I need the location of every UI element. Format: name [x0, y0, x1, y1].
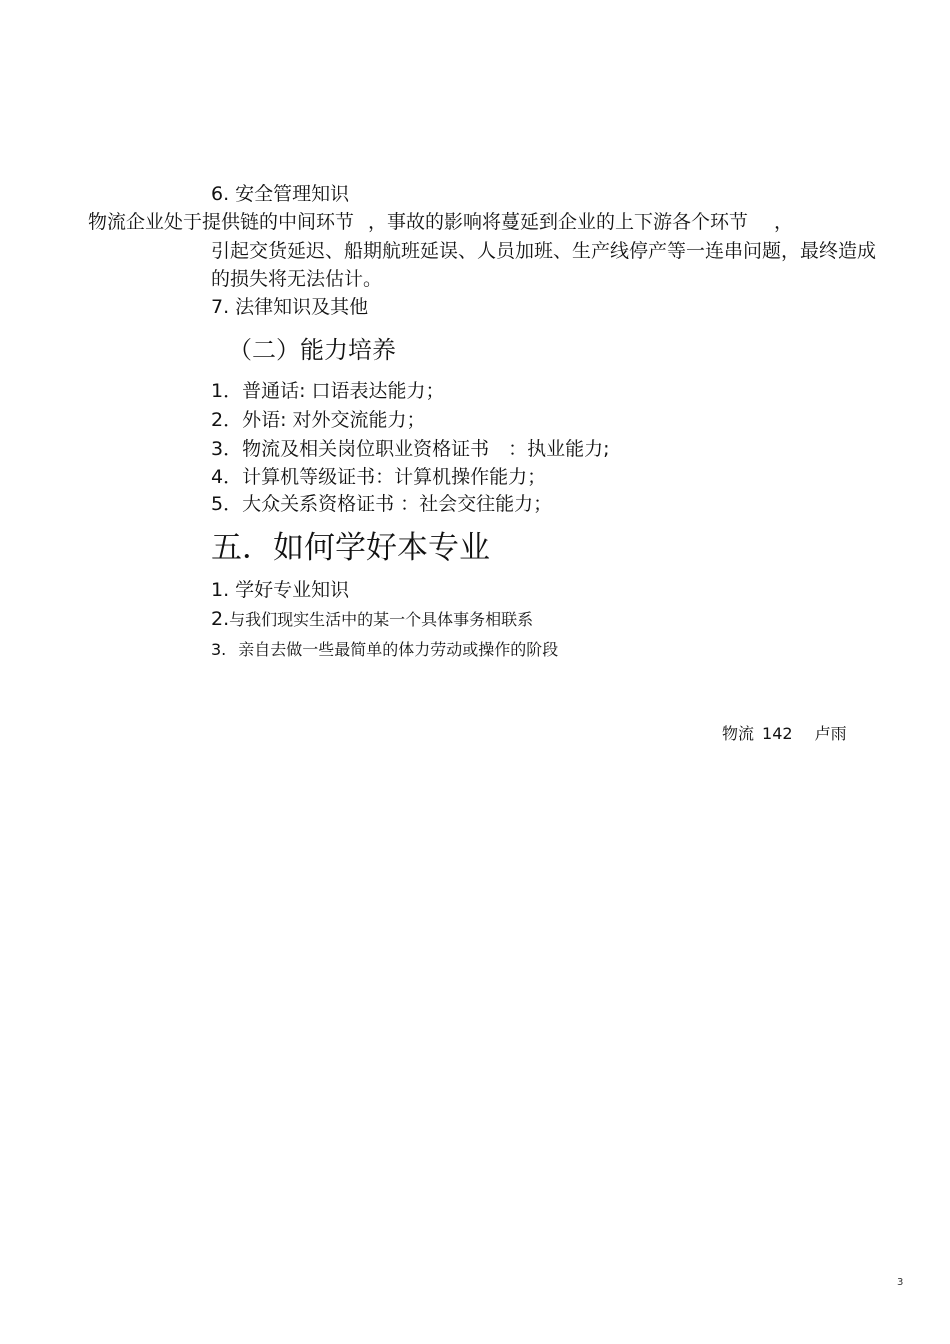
item-safety-management: 6. 安全管理知识 — [211, 183, 350, 205]
page-number: 3 — [897, 1277, 904, 1288]
section5-item-2 — [211, 608, 533, 631]
ability-item-5: 5．大众关系资格证书 ：社会交往能力； — [211, 493, 553, 515]
paragraph-part-3: ， — [774, 211, 794, 233]
paragraph-line-1 — [88, 211, 793, 234]
section5-item-1: 1. 学好专业知识 — [211, 579, 350, 601]
author-class: 物流 — [722, 724, 755, 743]
section5-item-3-number: 3. — [211, 640, 227, 659]
ability-heading: （二）能力培养 — [228, 336, 396, 364]
section5-item-2-number: 2. — [211, 608, 230, 630]
paragraph-line-2: 引起交货延迟、船期航班延误、人员加班、生产线停产等一连串问题，最终造成 — [211, 240, 877, 262]
author-number: 142 — [762, 724, 793, 743]
paragraph-line-3: 的损失将无法估计。 — [211, 268, 383, 290]
ability-item-4: 4．计算机等级证书：计算机操作能力； — [211, 466, 547, 488]
section5-item-3 — [211, 640, 558, 659]
paragraph-part-2: ，事故的影响将蔓延到企业的上下游各个环节 — [368, 211, 749, 233]
ability-item-3: 3．物流及相关岗位职业资格证书 ：执业能力; — [211, 438, 610, 460]
ability-item-1: 1．普通话: 口语表达能力； — [211, 380, 445, 402]
paragraph-part-1: 物流企业处于提供链的中间环节 — [88, 211, 355, 233]
section5-item-3-text: 亲自去做一些最简单的体力劳动或操作的阶段 — [238, 640, 559, 659]
section5-heading: 五．如何学好本专业 — [211, 530, 490, 566]
section5-item-2-text: 与我们现实生活中的某一个具体事务相联系 — [229, 610, 534, 629]
author-name: 卢雨 — [814, 724, 847, 743]
item-law-knowledge: 7. 法律知识及其他 — [211, 296, 369, 318]
author-signature — [722, 724, 847, 743]
ability-item-2: 2．外语: 对外交流能力； — [211, 409, 426, 431]
